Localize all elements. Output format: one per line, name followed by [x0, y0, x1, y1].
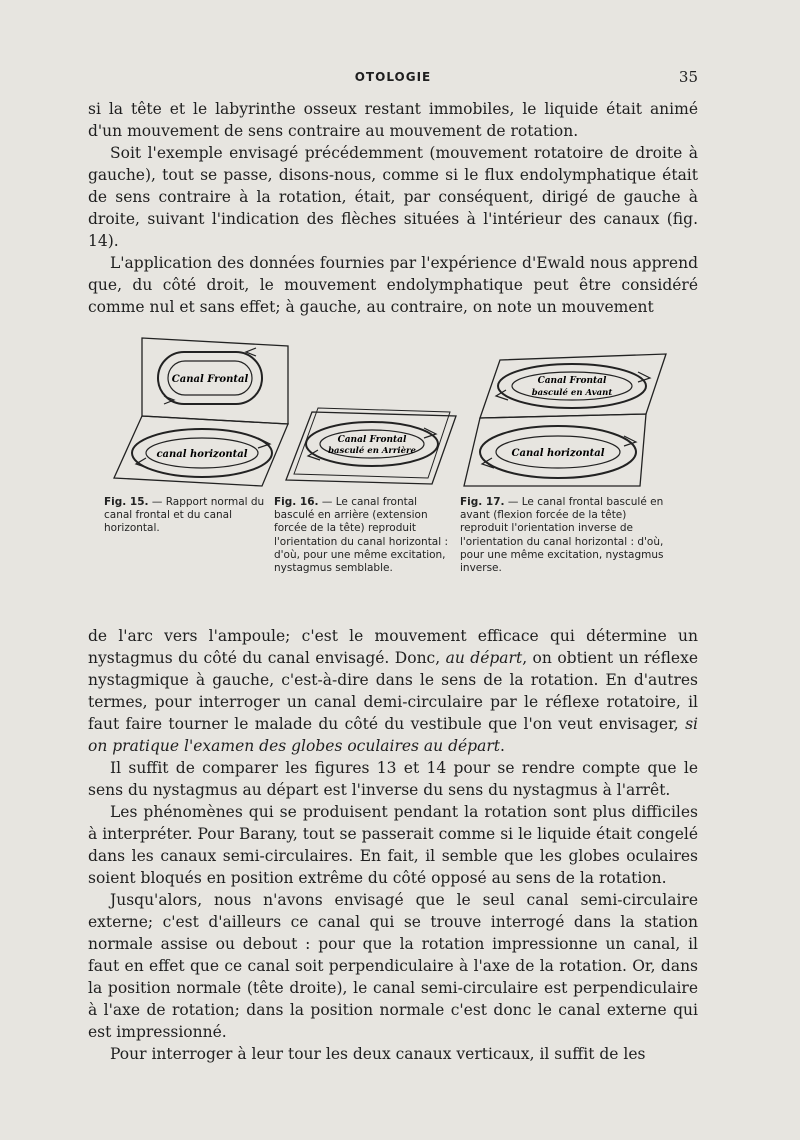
figure-15-diagram [112, 336, 290, 488]
fig17-label-bascule: basculé en Avant [531, 388, 613, 398]
paragraph: Pour interroger à leur tour les deux canaux verticaux, il suffit de les [110, 1045, 646, 1063]
paragraph: Soit l'exemple envisagé précédemment (mouvement rotatoire de droite à gauche), tout se passe, disons-nous, comme si le flux endolymphatique était de sens contraire à la rotation, était, par conséquent, dirigé de gauche à droite, suivant l'indication des flèches situées à l'intérieur des canaux (fig. 14). [88, 144, 698, 250]
running-header [88, 70, 698, 90]
figure-17-caption [460, 496, 674, 575]
figure-16-diagram [282, 404, 460, 490]
caption-text: — Le canal frontal basculé en avant (flexion forcée de la tête) reproduit l'orientation inverse de l'orientation du canal horizontal : d'où, pour une même excitation, nystagmus inverse. [460, 496, 664, 575]
top-text-block [88, 98, 698, 318]
figure-17 [462, 352, 672, 490]
fig15-label-frontal: Canal Frontal [171, 374, 249, 385]
figure-15 [112, 336, 290, 488]
paragraph [88, 625, 698, 757]
page-number: 35 [678, 68, 698, 86]
emphasis: au départ [445, 649, 523, 667]
caption-number: Fig. 16. [274, 496, 319, 508]
figure-16-caption [274, 496, 450, 575]
paragraph: Les phénomènes qui se produisent pendant la rotation sont plus difficiles à interpréter. Pour Barany, tout se passerait comme si le liquide était congelé dans les canaux semi-circulaires. En fait, il semble que les globes oculaires soient bloqués en position extrême du côté opposé au sens de la rotation. [88, 803, 698, 887]
figure-15-caption [104, 496, 266, 536]
text-run: , on obtient un réflexe nystagmique à gauche, c'est-à-dire dans le sens de la rotation. En d'autres termes, pour interroger un canal demi-circulaire par le réflexe rotatoire, il faut faire tourner le malade du côté du vestibule que l'on veut envisager, [88, 649, 699, 733]
fig16-label-bascule: basculé en Arrière [328, 446, 416, 456]
caption-number: Fig. 17. [460, 496, 505, 508]
figure-16 [282, 404, 460, 490]
caption-text: — Le canal frontal basculé en arrière (extension forcée de la tête) reproduit l'orientation du canal horizontal : d'où, pour une même excitation, nystagmus semblable. [274, 496, 449, 575]
fig15-label-horizontal: canal horizontal [156, 449, 248, 460]
paragraph: L'application des données fournies par l'expérience d'Ewald nous apprend que, du côté droit, le mouvement endolymphatique peut être considéré comme nul et sans effet; à gauche, au contraire, on note un mouvement [88, 254, 698, 316]
text-run: de l'arc vers l'ampoule; c'est le mouvement efficace qui détermine un nystagmus du côté du canal envisagé. Donc, [88, 627, 698, 667]
paragraph: Il suffit de comparer les figures 13 et 14 pour se rendre compte que le sens du nystagmus au départ est l'inverse du sens du nystagmus à l'arrêt. [88, 759, 698, 799]
caption-text: — Rapport normal du canal frontal et du canal horizontal. [104, 496, 265, 535]
running-title: OTOLOGIE [354, 70, 432, 84]
fig17-label-frontal: Canal Frontal [537, 376, 607, 386]
figure-17-diagram [462, 352, 672, 490]
text-run: . [499, 737, 505, 755]
fig16-label-frontal: Canal Frontal [337, 435, 407, 445]
fig17-label-horizontal: Canal horizontal [511, 448, 605, 459]
emphasis: si on pratique l'examen des globes oculaires au départ [88, 715, 698, 755]
caption-number: Fig. 15. [104, 496, 149, 508]
paragraph: Jusqu'alors, nous n'avons envisagé que le seul canal semi-circulaire externe; c'est d'ailleurs ce canal qui se trouve interrogé dans la station normale assise ou debout : pour que la rotation impressionne un canal, il faut en effet que ce canal soit perpendiculaire à l'axe de la rotation. Or, dans la position normale (tête droite), le canal semi-circulaire est perpendiculaire à l'axe de rotation; dans la position normale c'est donc le canal externe qui est impressionné. [88, 891, 698, 1041]
bottom-text-block [88, 625, 698, 1065]
paragraph: si la tête et le labyrinthe osseux restant immobiles, le liquide était animé d'un mouvement de sens contraire au mouvement de rotation. [88, 100, 698, 140]
